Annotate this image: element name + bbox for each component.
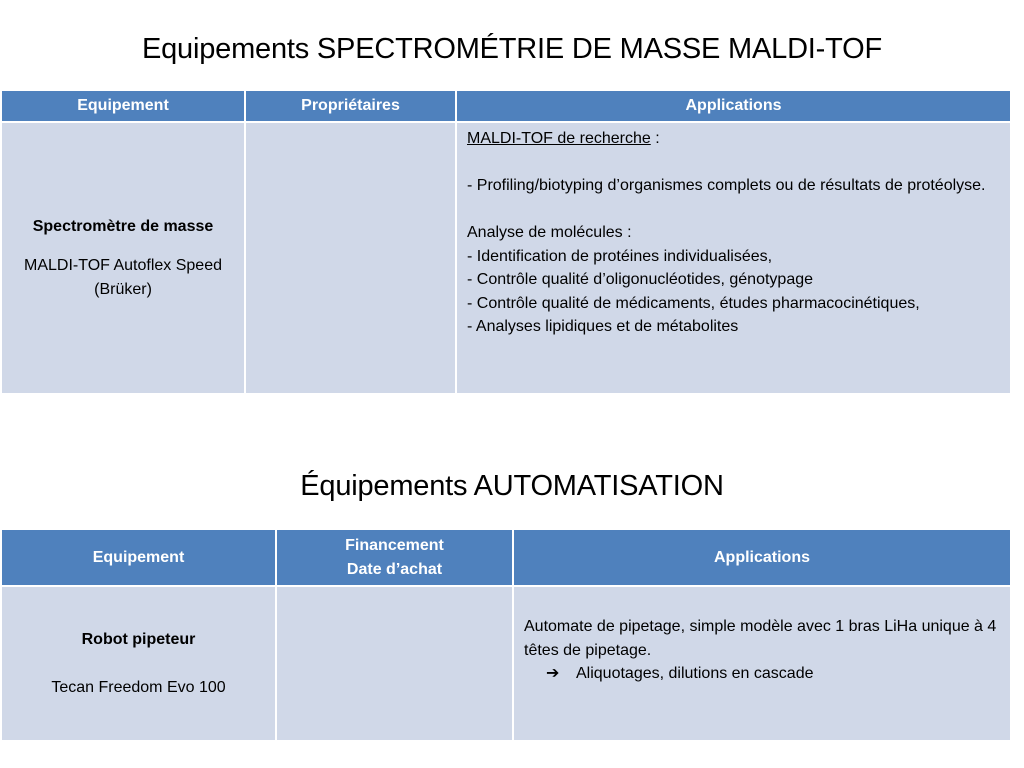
equipment-model-line1: MALDI-TOF Autoflex Speed: [23, 257, 222, 275]
apps-analysis-heading: Analyse de molécules :: [467, 224, 632, 241]
col-header-applications: Applications: [513, 529, 1011, 586]
owners-cell: [245, 122, 456, 394]
equipment-cell: [1, 122, 245, 394]
maldi-equipment-table: [0, 89, 1012, 395]
funding-cell: [276, 586, 513, 741]
col-header-financement: [276, 529, 513, 586]
apps-bullet-text: Aliquotages, dilutions en cascade: [576, 665, 814, 682]
equipment-cell: [1, 586, 276, 741]
equipment-name: Spectromètre de masse: [32, 217, 214, 235]
list-item: - Contrôle qualité de médicaments, études pharmacocinétiques,: [467, 294, 920, 312]
list-item: - Analyses lipidiques et de métabolites: [467, 318, 739, 335]
table-header-row: [1, 90, 1011, 122]
list-item: - Contrôle qualité d’oligonucléotides, génotypage: [467, 271, 814, 288]
apps-heading: MALDI-TOF de recherche: [467, 130, 651, 147]
equipment-model: Tecan Freedom Evo 100: [51, 678, 226, 696]
automation-equipment-table: [0, 528, 1012, 742]
apps-heading-suffix: :: [650, 130, 660, 147]
apps-description: Automate de pipetage, simple modèle avec 1 bras LiHa unique à 4 têtes de pipetage.: [524, 618, 997, 659]
list-item: - Identification de protéines individualisées,: [467, 247, 773, 265]
col-header-financement-line1: Financement: [345, 536, 444, 554]
equipment-name: Robot pipeteur: [81, 631, 196, 648]
table-row: [1, 122, 1011, 394]
applications-cell: [456, 122, 1011, 394]
table-header-row: [1, 529, 1011, 586]
section1-title: Equipements SPECTROMÉTRIE DE MASSE MALDI-TOF: [141, 33, 882, 65]
table-row: [1, 586, 1011, 741]
list-item: [524, 662, 1000, 686]
col-header-applications: Applications: [456, 90, 1011, 122]
section2-title: Équipements AUTOMATISATION: [300, 470, 724, 502]
apps-profiling: - Profiling/biotyping d’organismes complets ou de résultats de protéolyse.: [467, 177, 986, 194]
col-header-date-achat: Date d’achat: [346, 560, 443, 578]
applications-cell: [513, 586, 1011, 741]
col-header-equipement: Equipement: [1, 529, 276, 586]
col-header-equipement: Equipement: [1, 90, 245, 122]
col-header-proprietaires: Propriétaires: [245, 90, 456, 122]
arrow-right-icon: ➔: [546, 665, 560, 682]
equipment-model-line2: (Brüker): [94, 280, 152, 298]
